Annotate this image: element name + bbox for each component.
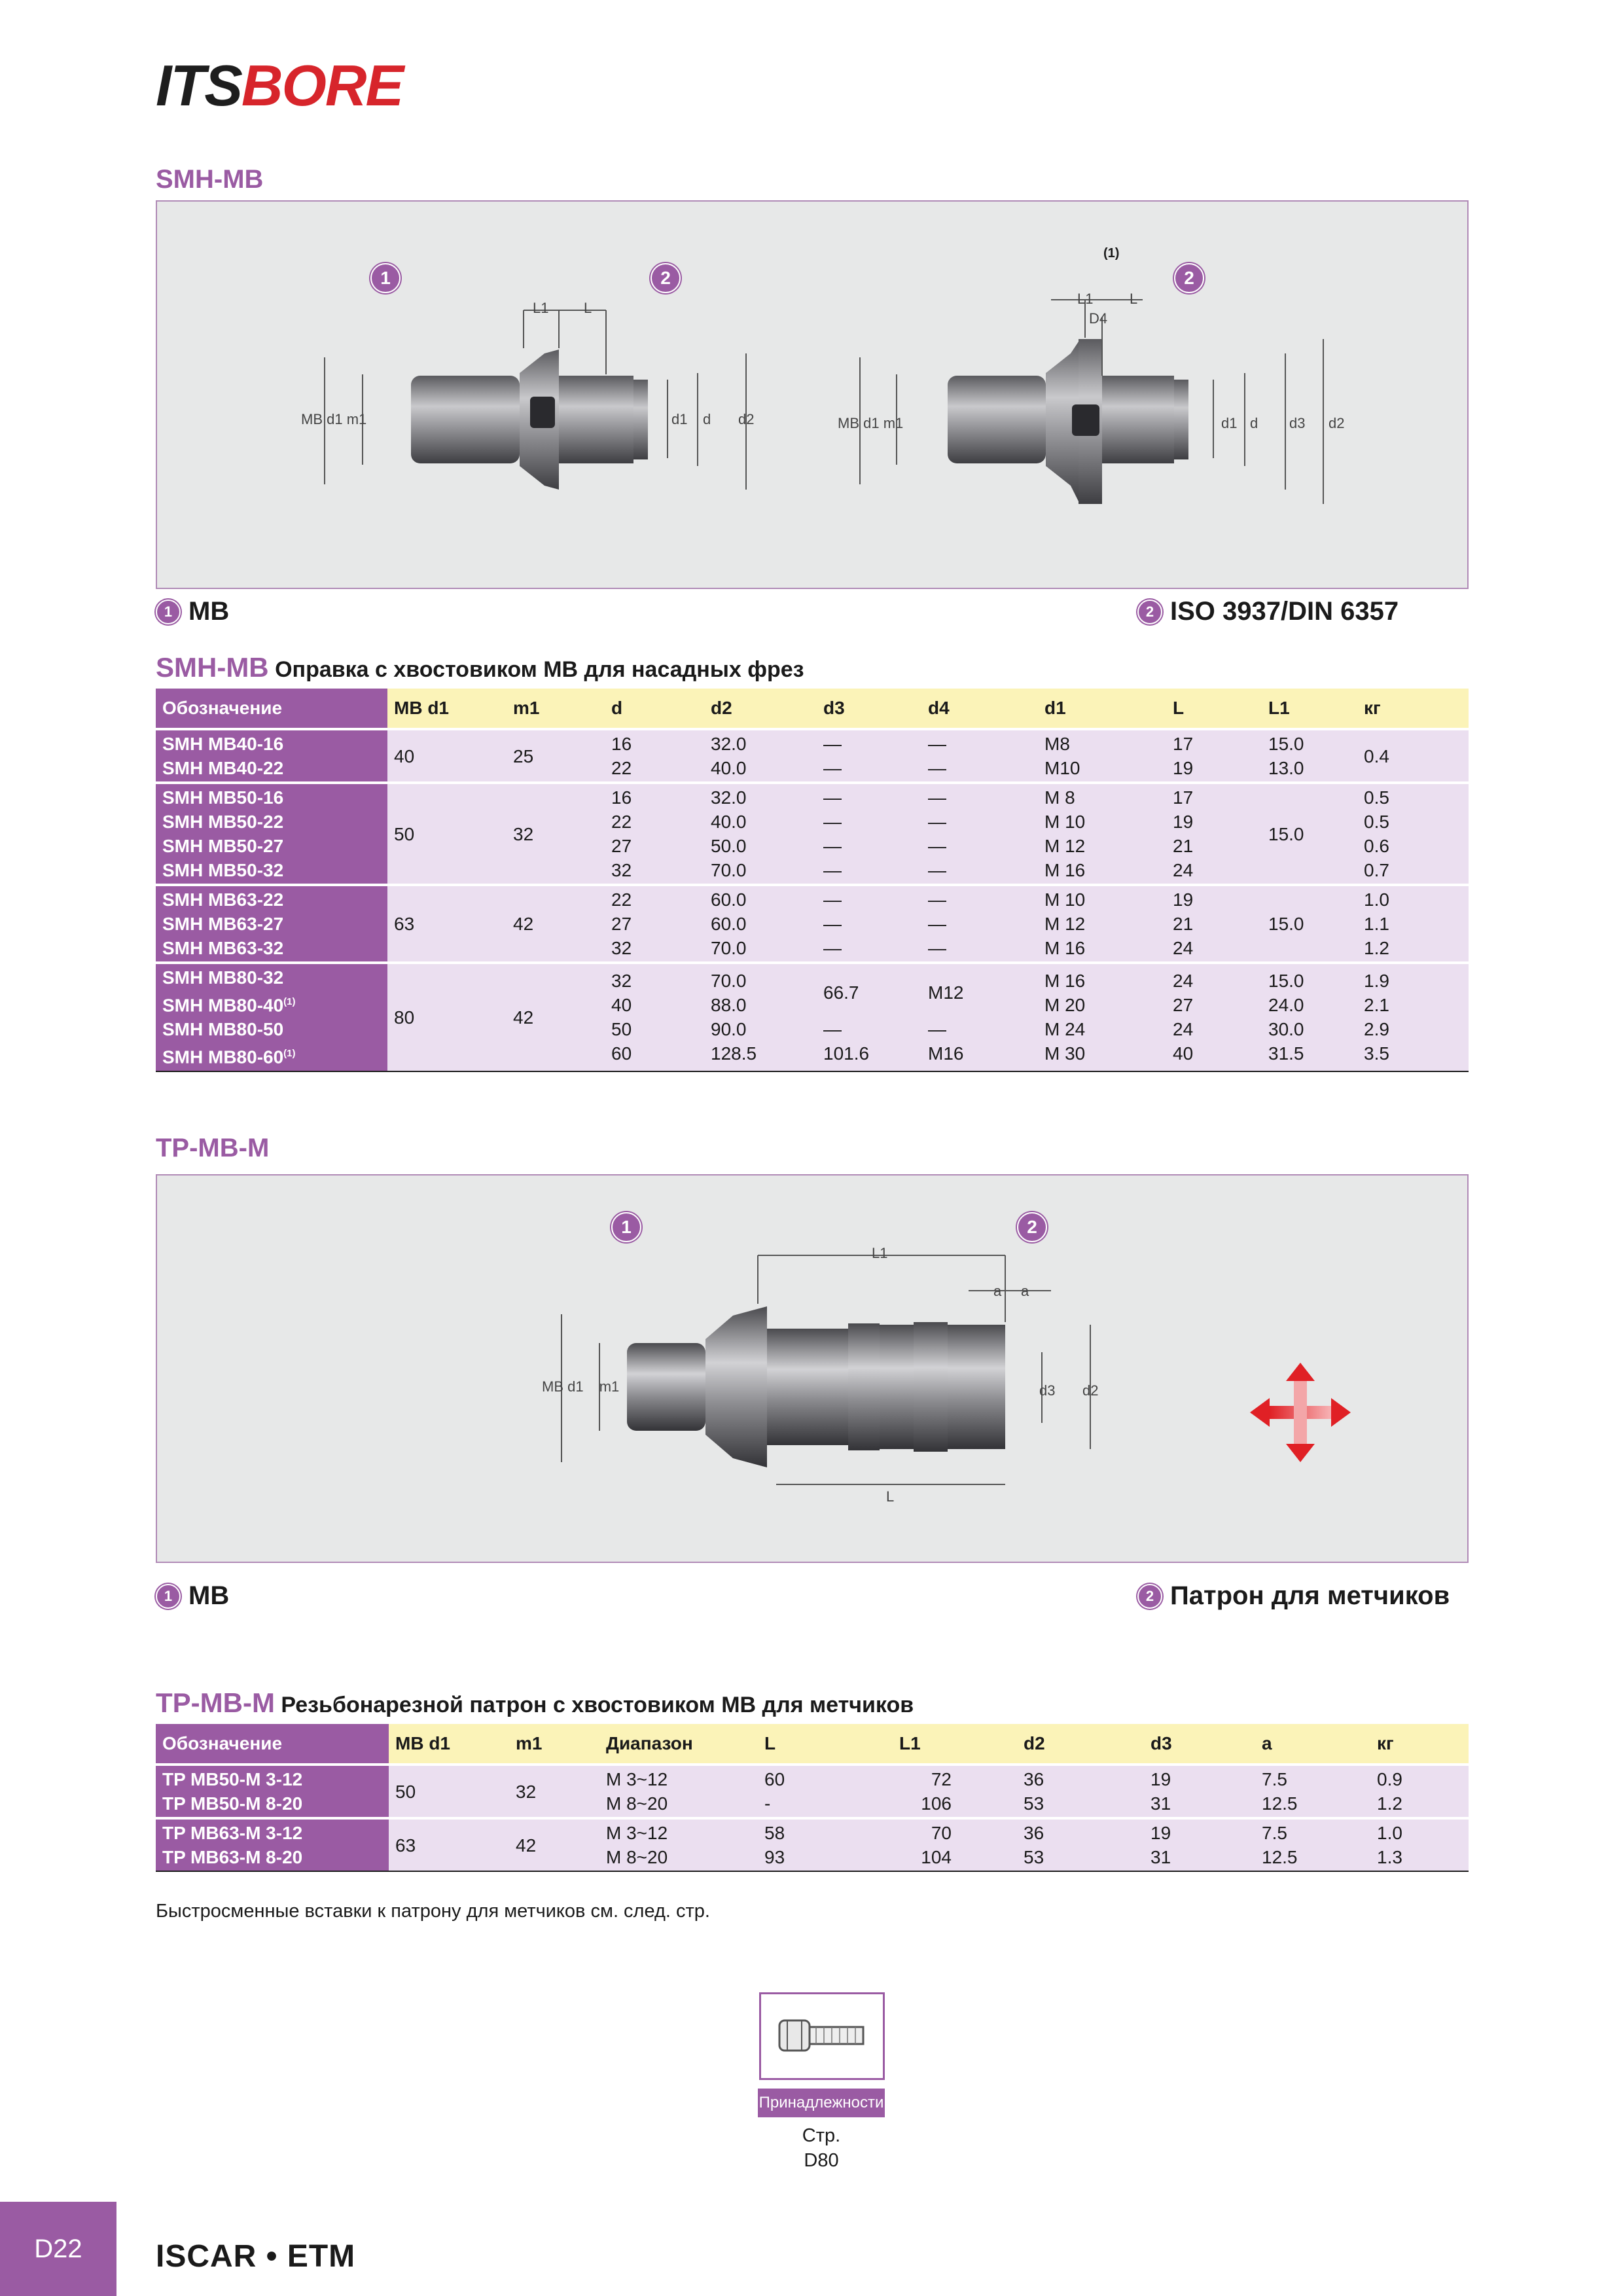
tp-note: Быстросменные вставки к патрону для метчиков см. след. стр. [156, 1901, 710, 1922]
cell-l: 19 [1173, 758, 1194, 778]
screw-icon [761, 1994, 883, 2078]
dim-l1-right: L1 [1077, 291, 1094, 307]
caption-badge-1: 1 [156, 1584, 181, 1609]
cell-l: 19 [1173, 812, 1194, 832]
cell-l: 17 [1173, 734, 1194, 754]
designation: SMH MB63-22 [162, 889, 284, 910]
cell-l: 24 [1173, 938, 1194, 958]
dim-l-right: L [1130, 291, 1138, 307]
col-kg: кг [1370, 1724, 1469, 1765]
footnote-mark: (1) [283, 996, 296, 1007]
cell-d: 32 [611, 860, 632, 880]
cell-d: 22 [611, 812, 632, 832]
cell-d2: 36 [1024, 1823, 1044, 1843]
dim-d1-right: d1 [863, 415, 880, 431]
dim-l1-left: L1 [533, 300, 549, 316]
cell-d: 16 [611, 787, 632, 808]
cell-kg: 0.6 [1364, 836, 1389, 856]
cell-d2: 40.0 [711, 758, 747, 778]
designation: SMH MB80-40 [162, 995, 284, 1016]
cell-kg: 0.5 [1364, 787, 1389, 808]
cell-d3: — [823, 812, 842, 832]
table-row [156, 729, 1469, 783]
cell-d4: — [928, 889, 946, 910]
cell-l1: 30.0 [1268, 1019, 1304, 1040]
col-range: Диапазон [599, 1724, 758, 1765]
dim-d2-right: d2 [1329, 415, 1345, 431]
col-m1: m1 [507, 689, 605, 729]
cell-d2: 32.0 [711, 734, 747, 754]
cell-l1: 70 [931, 1823, 952, 1843]
cell-d4: M16 [928, 1043, 964, 1064]
cell-d2: 40.0 [711, 812, 747, 832]
dim-d-left: d [703, 411, 711, 427]
cell-range: M 3~12 [606, 1823, 668, 1843]
col-l: L [1166, 689, 1262, 729]
accessory-page-ref [758, 2123, 885, 2173]
cell-l: 19 [1173, 889, 1194, 910]
cell-m1: 42 [507, 963, 605, 1071]
cell-d1: M 16 [1044, 938, 1086, 958]
designation: SMH MB63-27 [162, 914, 284, 934]
figure-badge-1: 1 [370, 263, 401, 293]
dim-d3-right: d3 [1289, 415, 1306, 431]
designation: SMH MB50-32 [162, 860, 284, 880]
dim-l1: L1 [872, 1245, 888, 1261]
accessory-label[interactable]: Принадлежности [758, 2089, 885, 2117]
cell-d1: M8 [1044, 734, 1070, 754]
dim-m1-right: m1 [883, 415, 904, 431]
tp-caption-left [156, 1581, 229, 1611]
cell-l: 93 [764, 1847, 785, 1867]
cell-l1: 72 [931, 1769, 952, 1789]
itsbore-logo [156, 53, 403, 118]
cell-kg: 1.2 [1364, 938, 1389, 958]
cell-l1: 15.0 [1262, 885, 1357, 963]
footer-brand: ISCAR • ETM [156, 2239, 356, 2274]
designation: SMH MB50-27 [162, 836, 284, 856]
tp-section-title: TP-MB-M [156, 1134, 270, 1162]
caption-text: ISO 3937/DIN 6357 [1170, 597, 1399, 626]
cell-d1: M 12 [1044, 914, 1086, 934]
designation: SMH MB40-16 [162, 734, 284, 754]
cell-d: 27 [611, 836, 632, 856]
table-header-row [156, 1724, 1469, 1765]
tp-spec-table [156, 1724, 1469, 1872]
cell-d2: 60.0 [711, 889, 747, 910]
smh-table-title [156, 652, 804, 683]
caption-text: MB [188, 1581, 230, 1610]
page-number-tab: D22 [0, 2202, 116, 2296]
cell-d3: — [823, 889, 842, 910]
cell-d4: — [928, 734, 946, 754]
cell-range: M 8~20 [606, 1793, 668, 1814]
col-mb-d1: MB d1 [389, 1724, 509, 1765]
tp-caption-right [1137, 1581, 1450, 1611]
smh-drawing-right [860, 300, 1323, 504]
cell-a: 7.5 [1262, 1823, 1287, 1843]
dim-d1-right-left: d1 [671, 411, 688, 427]
dim-d1: d1 [567, 1378, 584, 1395]
dim-d1r-right: d1 [1221, 415, 1238, 431]
dim-a2: a [1021, 1283, 1029, 1299]
cell-d1: M 16 [1044, 971, 1086, 992]
designation: SMH MB50-16 [162, 787, 284, 808]
cell-kg: 3.5 [1364, 1043, 1389, 1064]
smh-spec-table [156, 689, 1469, 1072]
cell-a: 12.5 [1262, 1847, 1298, 1867]
cell-d: 40 [611, 995, 632, 1016]
cell-kg: 0.4 [1357, 729, 1469, 783]
logo-part-bore: BORE [241, 53, 403, 118]
cell-l: 40 [1173, 1043, 1194, 1064]
cell-kg: 0.7 [1364, 860, 1389, 880]
col-l1: L1 [893, 1724, 1017, 1765]
cell-d1: M 12 [1044, 836, 1086, 856]
cell-d1: M 8 [1044, 787, 1075, 808]
cell-d: 27 [611, 914, 632, 934]
cell-d: 22 [611, 758, 632, 778]
caption-text: MB [188, 597, 230, 626]
dim-d2: d2 [1082, 1382, 1099, 1399]
col-d: d [605, 689, 704, 729]
cell-d4: — [928, 914, 946, 934]
cell-d4: — [928, 758, 946, 778]
cell-d: 60 [611, 1043, 632, 1064]
cell-kg: 2.1 [1364, 995, 1389, 1016]
cell-d1: M 16 [1044, 860, 1086, 880]
dim-mb-right: MB [838, 415, 859, 431]
cell-a: 7.5 [1262, 1769, 1287, 1789]
col-l: L [758, 1724, 893, 1765]
smh-drawing-left [325, 310, 746, 490]
cell-d3: 31 [1150, 1847, 1171, 1867]
caption-text: Патрон для метчиков [1170, 1581, 1450, 1610]
cell-kg: 1.2 [1377, 1793, 1402, 1814]
cell-l1: 13.0 [1268, 758, 1304, 778]
cell-d4: — [928, 938, 946, 958]
table-code: SMH-MB [156, 652, 269, 683]
table-row [156, 885, 1469, 963]
cell-d: 16 [611, 734, 632, 754]
cell-d4: M12 [928, 982, 964, 1003]
cell-d1: M 10 [1044, 812, 1086, 832]
dim-a1: a [993, 1283, 1002, 1299]
cell-m1: 32 [507, 783, 605, 885]
cell-d: 32 [611, 971, 632, 992]
cell-l1: 31.5 [1268, 1043, 1304, 1064]
logo-part-its: ITS [156, 53, 241, 118]
cell-d3: — [823, 860, 842, 880]
cell-d3: — [823, 914, 842, 934]
cell-m1: 42 [507, 885, 605, 963]
dim-d1-left: d1 [327, 411, 343, 427]
cell-d2: 60.0 [711, 914, 747, 934]
cell-l: 17 [1173, 787, 1194, 808]
cell-d3: — [823, 938, 842, 958]
caption-badge-2: 2 [1137, 600, 1162, 624]
cell-mb: 63 [389, 1818, 509, 1871]
col-kg: кг [1357, 689, 1469, 729]
cell-d2: 70.0 [711, 860, 747, 880]
cell-d2: 70.0 [711, 971, 747, 992]
table-header-row [156, 689, 1469, 729]
cell-l1: 15.0 [1262, 783, 1357, 885]
cell-l: 24 [1173, 971, 1194, 992]
col-d3: d3 [817, 689, 921, 729]
cell-kg: 1.1 [1364, 914, 1389, 934]
col-mb-d1: MB d1 [387, 689, 507, 729]
col-d2: d2 [1017, 1724, 1144, 1765]
cell-kg: 2.9 [1364, 1019, 1389, 1040]
cell-range: M 8~20 [606, 1847, 668, 1867]
cell-m1: 32 [509, 1765, 599, 1818]
cell-d2: 70.0 [711, 938, 747, 958]
col-d4: d4 [921, 689, 1038, 729]
cell-kg: 0.9 [1377, 1769, 1402, 1789]
cell-d2: 53 [1024, 1847, 1044, 1867]
dim-l-left: L [584, 300, 592, 316]
designation: SMH MB80-32 [162, 967, 284, 988]
cell-mb: 40 [387, 729, 507, 783]
cell-d2: 32.0 [711, 787, 747, 808]
table-title-text: Резьбонарезной патрон с хвостовиком MB для метчиков [281, 1693, 914, 1717]
caption-badge-2: 2 [1137, 1584, 1162, 1609]
cell-d3: — [823, 836, 842, 856]
cell-l: 21 [1173, 914, 1194, 934]
caption-badge-1: 1 [156, 600, 181, 624]
cell-d1: M 30 [1044, 1043, 1086, 1064]
dim-d-right: d [1250, 415, 1258, 431]
cell-m1: 42 [509, 1818, 599, 1871]
footnote-mark: (1) [283, 1048, 296, 1060]
tp-figure [156, 1174, 1469, 1563]
col-designation: Обозначение [156, 1724, 389, 1765]
figure-badge-2b: 2 [1174, 263, 1204, 293]
tp-drawing [157, 1175, 1467, 1562]
col-d1-thread: d1 [1038, 689, 1166, 729]
dim-mb: MB [542, 1378, 563, 1395]
cell-l1: 15.0 [1268, 734, 1304, 754]
cell-d4: — [928, 787, 946, 808]
col-m1: m1 [509, 1724, 599, 1765]
table-code: TP-MB-M [156, 1687, 275, 1718]
cell-d4: — [928, 812, 946, 832]
cell-d1: M10 [1044, 758, 1080, 778]
cell-l: - [764, 1793, 771, 1814]
cell-d2: 50.0 [711, 836, 747, 856]
table-title-text: Оправка с хвостовиком MB для насадных фрез [275, 657, 804, 682]
cell-d2: 90.0 [711, 1019, 747, 1040]
smh-caption-left [156, 597, 229, 626]
cell-mb: 80 [387, 963, 507, 1071]
cell-mb: 50 [389, 1765, 509, 1818]
cell-kg: 1.9 [1364, 971, 1389, 992]
cell-d3: 19 [1150, 1823, 1171, 1843]
cell-l1: 106 [921, 1793, 952, 1814]
cell-d2: 36 [1024, 1769, 1044, 1789]
cell-d3: — [823, 734, 842, 754]
tp-table-title [156, 1687, 914, 1719]
page-ref-value: D80 [804, 2150, 839, 2171]
cell-l1: 24.0 [1268, 995, 1304, 1016]
dim-m1: m1 [599, 1378, 620, 1395]
accessory-thumbnail[interactable] [759, 1992, 885, 2080]
cell-d1: M 24 [1044, 1019, 1086, 1040]
designation: SMH MB40-22 [162, 758, 284, 778]
col-d3: d3 [1144, 1724, 1255, 1765]
cell-l1: 104 [921, 1847, 952, 1867]
designation: SMH MB80-50 [162, 1019, 284, 1040]
dim-d3: d3 [1039, 1382, 1056, 1399]
designation: TP MB50-M 3-12 [162, 1769, 303, 1789]
figure-badge-2: 2 [1017, 1212, 1047, 1242]
cell-d3: — [823, 787, 842, 808]
cell-d3: — [823, 1019, 842, 1040]
cell-d4: — [928, 836, 946, 856]
page-ref-label: Стр. [802, 2125, 841, 2146]
designation: SMH MB63-32 [162, 938, 284, 958]
designation: TP MB50-M 8-20 [162, 1793, 303, 1814]
cell-d4: — [928, 1019, 946, 1040]
cell-l: 60 [764, 1769, 785, 1789]
cell-l: 58 [764, 1823, 785, 1843]
cell-d3: — [823, 758, 842, 778]
cell-d2: 88.0 [711, 995, 747, 1016]
cell-mb: 63 [387, 885, 507, 963]
dim-m1-left: m1 [346, 411, 367, 427]
cell-l: 24 [1173, 1019, 1194, 1040]
table-row [156, 783, 1469, 885]
smh-caption-right [1137, 597, 1399, 626]
cell-d2: 53 [1024, 1793, 1044, 1814]
smh-figure [156, 200, 1469, 589]
cell-kg: 1.0 [1377, 1823, 1402, 1843]
col-l1: L1 [1262, 689, 1357, 729]
cell-d: 50 [611, 1019, 632, 1040]
dim-l: L [886, 1488, 895, 1505]
designation: SMH MB80-60 [162, 1047, 284, 1067]
table-row [156, 963, 1469, 1071]
dim-mb-left: MB [301, 411, 323, 427]
col-designation: Обозначение [156, 689, 387, 729]
cell-m1: 25 [507, 729, 605, 783]
cell-d3: 19 [1150, 1769, 1171, 1789]
cell-kg: 1.0 [1364, 889, 1389, 910]
table-row [156, 1765, 1469, 1818]
designation: TP MB63-M 3-12 [162, 1823, 303, 1843]
designation: TP MB63-M 8-20 [162, 1847, 303, 1867]
dim-d2-left: d2 [738, 411, 755, 427]
cell-a: 12.5 [1262, 1793, 1298, 1814]
figure-note: (1) [1103, 246, 1120, 260]
motion-arrows-icon [1250, 1363, 1351, 1462]
col-d2: d2 [704, 689, 817, 729]
cell-range: M 3~12 [606, 1769, 668, 1789]
table-row [156, 1818, 1469, 1871]
cell-d1: M 20 [1044, 995, 1086, 1016]
cell-d2: 128.5 [711, 1043, 757, 1064]
smh-drawings [157, 202, 1467, 588]
dim-d4-right: D4 [1089, 310, 1108, 327]
col-a: a [1255, 1724, 1370, 1765]
cell-d1: M 10 [1044, 889, 1086, 910]
cell-d: 22 [611, 889, 632, 910]
cell-l: 21 [1173, 836, 1194, 856]
cell-l1: 15.0 [1268, 971, 1304, 992]
cell-mb: 50 [387, 783, 507, 885]
smh-section-title: SMH-MB [156, 165, 264, 194]
figure-badge-1: 1 [611, 1212, 641, 1242]
cell-d: 32 [611, 938, 632, 958]
designation: SMH MB50-22 [162, 812, 284, 832]
cell-d3: 66.7 [823, 982, 859, 1003]
cell-l: 24 [1173, 860, 1194, 880]
cell-d3: 31 [1150, 1793, 1171, 1814]
cell-d3: 101.6 [823, 1043, 870, 1064]
cell-kg: 0.5 [1364, 812, 1389, 832]
cell-kg: 1.3 [1377, 1847, 1402, 1867]
figure-badge-2: 2 [651, 263, 681, 293]
cell-l: 27 [1173, 995, 1194, 1016]
cell-d4: — [928, 860, 946, 880]
